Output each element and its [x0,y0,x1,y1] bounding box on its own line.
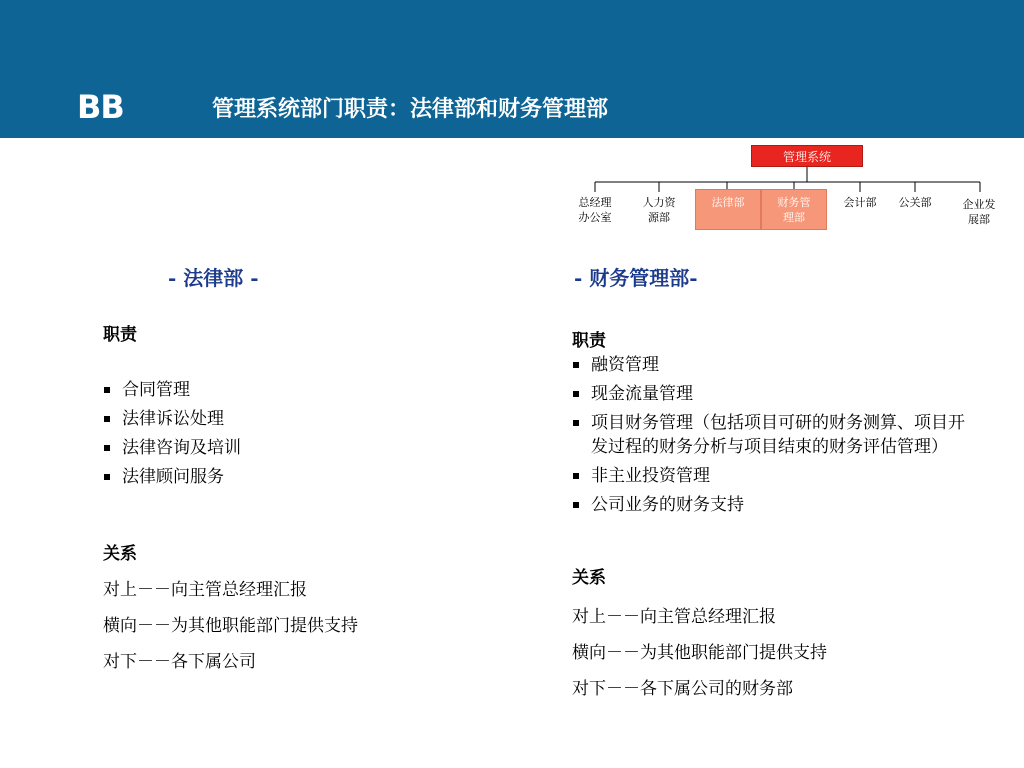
page-title: 管理系统部门职责：法律部和财务管理部 [212,96,609,122]
list-item: 法律诉讼处理 [103,405,483,434]
finance-duties-label: 职责 [572,331,606,351]
org-chart [560,140,1000,240]
finance-relation-horizontal: 横向－－为其他职能部门提供支持 [572,643,827,663]
list-item: 现金流量管理 [572,382,992,406]
bullet-square-icon [104,474,110,480]
legal-duties-list [103,376,483,492]
bullet-square-icon [573,420,579,426]
finance-section-title: - 财务管理部- [574,266,698,290]
legal-relation-horizontal: 横向－－为其他职能部门提供支持 [103,616,358,636]
list-item: 融资管理 [572,353,992,377]
list-item: 项目财务管理（包括项目可研的财务测算、项目开发过程的财务分析与项目结束的财务评估管理） [572,411,977,459]
company-logo: BB [77,88,124,126]
org-node-hr: 人力资 源部 [642,196,676,224]
bullet-square-icon [104,416,110,422]
legal-duties-label: 职责 [103,325,137,345]
org-node-general-office: 总经理 办公室 [578,196,612,224]
bullet-square-icon [104,387,110,393]
list-item: 合同管理 [103,376,483,405]
bullet-square-icon [573,502,579,508]
list-item: 公司业务的财务支持 [572,493,992,517]
org-node-finance: 财务管 理部 [761,189,827,230]
org-node-accounting: 会计部 [843,196,877,209]
finance-relations-label: 关系 [572,568,606,588]
org-node-enterprise-dev: 企业发 展部 [962,198,996,226]
bullet-square-icon [573,473,579,479]
legal-relation-up: 对上－－向主管总经理汇报 [103,580,307,600]
org-node-pr: 公关部 [898,196,932,209]
legal-section-title: - 法律部 - [168,266,259,290]
org-root-box: 管理系统 [751,145,863,167]
bullet-square-icon [573,362,579,368]
bullet-square-icon [104,445,110,451]
list-item: 法律咨询及培训 [103,434,483,463]
legal-relation-down: 对下－－各下属公司 [103,652,256,672]
list-item: 非主业投资管理 [572,464,992,488]
bullet-square-icon [573,391,579,397]
finance-duties-list [572,353,992,517]
list-item: 法律顾问服务 [103,463,483,492]
finance-relation-down: 对下－－各下属公司的财务部 [572,679,793,699]
org-node-legal: 法律部 [695,189,761,230]
finance-relation-up: 对上－－向主管总经理汇报 [572,607,776,627]
legal-relations-label: 关系 [103,544,137,564]
